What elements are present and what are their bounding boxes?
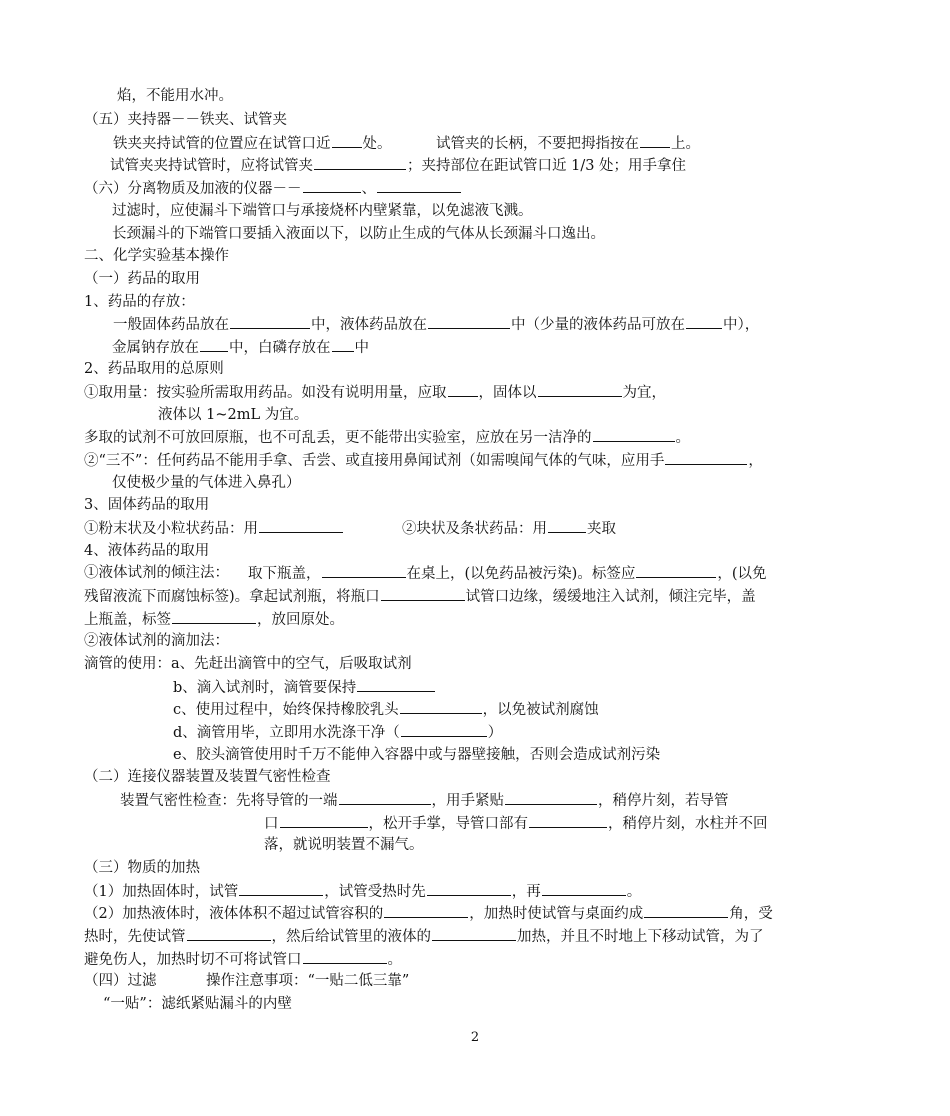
line-text: ，用手紧贴 (431, 793, 504, 809)
line-text: ②块状及条状药品：用 (402, 521, 547, 537)
text-line (112, 201, 533, 221)
text-line (248, 563, 767, 583)
text-line (158, 405, 308, 425)
line-text: “一贴”：滤纸紧贴漏斗的内壁 (103, 996, 292, 1012)
line-text: 避免伤人，加热时切不可将试管口 (84, 952, 302, 968)
blank[interactable] (542, 881, 626, 896)
line-text: 中，液体药品放在 (311, 317, 427, 333)
section-heading (84, 292, 195, 312)
text-line (84, 563, 229, 583)
blank[interactable] (172, 609, 256, 624)
text-line (113, 133, 392, 153)
blank[interactable] (303, 178, 361, 193)
line-text: ②液体试剂的滴加法： (84, 633, 229, 649)
blank[interactable] (259, 518, 343, 533)
blank[interactable] (538, 382, 622, 397)
blank[interactable] (548, 518, 586, 533)
text-line (84, 949, 402, 969)
line-text: ，再 (511, 884, 541, 900)
blank[interactable] (377, 178, 461, 193)
blank[interactable] (686, 314, 722, 329)
line-text: ，放回原处。 (257, 612, 344, 628)
line-text: 为宜， (622, 385, 666, 401)
line-text: ） (487, 725, 503, 741)
section-heading (84, 359, 224, 379)
blank[interactable] (187, 926, 271, 941)
section-heading (84, 541, 209, 561)
section-heading (84, 767, 331, 787)
line-text: 铁夹夹持试管的位置应在试管口近 (113, 136, 331, 152)
text-line (84, 654, 412, 674)
line-text: d、滴管用毕，立即用水洗涤干净（ (173, 725, 400, 741)
blank[interactable] (529, 813, 607, 828)
text-line (84, 926, 764, 946)
heading-text: （六）分离物质及加液的仪器－－ (84, 181, 302, 197)
line-text: ，稍停片刻，水柱并不回 (608, 816, 768, 832)
page-number: 2 (470, 1030, 480, 1045)
line-text: 。 (675, 430, 690, 446)
blank[interactable] (339, 790, 431, 805)
blank[interactable] (384, 903, 468, 918)
blank[interactable] (636, 563, 716, 578)
text-line (84, 586, 756, 606)
blank[interactable] (401, 722, 487, 737)
line-text: （1）加热固体时，试管 (84, 884, 239, 900)
line-text: 焰，不能用水冲。 (117, 88, 233, 104)
text-line (84, 382, 666, 402)
section-heading (84, 858, 200, 878)
line-text: 长颈漏斗的下端管口要插入液面以下，以防止生成的气体从长颈漏斗口逸出。 (112, 226, 605, 242)
line-text: 。 (387, 952, 402, 968)
line-text: （2）加热液体时，液体体积不超过试管容积的 (84, 906, 384, 922)
text-line (402, 518, 616, 538)
line-text: ，固体以 (478, 385, 537, 401)
blank[interactable] (230, 314, 310, 329)
line-text: 热时，先使试管 (84, 929, 186, 945)
section-heading (84, 246, 229, 266)
line-text: ；夹持部位在距试管口近 1/3 处；用手拿住 (407, 158, 687, 174)
line-text: 上瓶盖，标签 (84, 612, 171, 628)
blank[interactable] (239, 881, 323, 896)
line-text: 上。 (671, 136, 700, 152)
heading-text: 、 (361, 181, 376, 197)
line-text: 操作注意事项：“一贴二低三靠” (206, 973, 410, 989)
heading-text: （四）过滤 (84, 973, 157, 989)
line-text: 过滤时，应使漏斗下端管口与承接烧杯内壁紧靠，以免滤液飞溅。 (112, 203, 533, 219)
line-text: 试管夹的长柄，不要把拇指按在 (436, 136, 639, 152)
text-line (173, 677, 436, 697)
text-line (84, 903, 773, 923)
blank[interactable] (644, 903, 728, 918)
section-heading (84, 178, 462, 198)
text-line (120, 790, 729, 810)
line-text: 液体以 1~2mL 为宜。 (158, 407, 309, 423)
heading-text: 4、液体药品的取用 (84, 543, 210, 559)
line-text: 多取的试剂不可放回原瓶，也不可乱丢，更不能带出实验室，应放在另一洁净的 (84, 430, 592, 446)
blank[interactable] (593, 427, 675, 442)
text-line (113, 314, 759, 334)
blank[interactable] (427, 881, 511, 896)
text-line (264, 813, 768, 833)
blank[interactable] (357, 677, 435, 692)
line-text: c、使用过程中，始终保持橡胶乳头 (173, 702, 399, 718)
line-text: ，试管受热时先 (324, 884, 426, 900)
blank[interactable] (303, 949, 387, 964)
text-line (110, 155, 686, 175)
line-text: e、胶头滴管使用时千万不能伸入容器中或与器壁接触，否则会造成试剂污染 (173, 747, 661, 763)
text-line (84, 609, 344, 629)
blank[interactable] (428, 314, 510, 329)
line-text: 口 (264, 816, 279, 832)
heading-text: 1、药品的存放： (84, 294, 195, 310)
line-text: ①液体试剂的倾注法： (84, 565, 229, 581)
heading-text: 2、药品取用的总原则 (84, 361, 224, 377)
text-line (84, 631, 229, 651)
line-text: 夹取 (587, 521, 616, 537)
section-heading (84, 110, 287, 130)
blank[interactable] (432, 926, 516, 941)
line-text: ，(以免 (717, 566, 767, 582)
text-line (206, 971, 409, 991)
line-text: 一般固体药品放在 (113, 317, 229, 333)
line-text: 角，受 (729, 906, 773, 922)
heading-text: 3、固体药品的取用 (84, 497, 210, 513)
line-text: 试管夹夹持试管时，应将试管夹 (110, 158, 313, 174)
line-text: ①取用量：按实验所需取用药品。如没有说明用量，应取 (84, 385, 447, 401)
line-text: 。 (626, 884, 642, 900)
line-text: ，然后给试管里的液体的 (271, 929, 431, 945)
text-line (84, 450, 763, 470)
text-line (264, 835, 424, 855)
text-line (84, 427, 690, 447)
line-text: ，以免被试剂腐蚀 (482, 702, 599, 718)
text-line (84, 518, 344, 538)
heading-text: （二）连接仪器装置及装置气密性检查 (84, 769, 331, 785)
section-heading (84, 971, 157, 991)
line-text: 落，就说明装置不漏气。 (264, 837, 424, 853)
text-line (112, 473, 301, 493)
line-text: 加热，并且不时地上下移动试管，为了 (517, 929, 764, 945)
blank[interactable] (381, 586, 465, 601)
line-text: 残留液流下而腐蚀标签)。拿起试剂瓶，将瓶口 (84, 589, 380, 605)
blank[interactable] (280, 813, 368, 828)
heading-text: （五）夹持器－－铁夹、试管夹 (84, 112, 287, 128)
line-text: 取下瓶盖， (248, 566, 321, 582)
line-text: ①粉末状及小粒状药品：用 (84, 521, 258, 537)
blank[interactable] (314, 155, 406, 170)
line-text: ，稍停片刻，若导管 (598, 793, 729, 809)
section-heading (84, 269, 200, 289)
text-line (436, 133, 700, 153)
line-text: 在桌上，(以免药品被污染)。标签应 (406, 566, 636, 582)
text-line (103, 994, 292, 1014)
text-line (173, 722, 502, 742)
heading-text: （三）物质的加热 (84, 860, 200, 876)
line-text: 处。 (362, 136, 392, 152)
line-text: b、滴入试剂时，滴管要保持 (173, 680, 357, 696)
blank[interactable] (322, 563, 406, 578)
text-line (112, 337, 369, 357)
blank[interactable] (640, 133, 670, 148)
line-text: 试管口边缘，缓缓地注入试剂，倾注完毕，盖 (465, 589, 756, 605)
section-heading (84, 495, 209, 515)
heading-text: （一）药品的取用 (84, 271, 200, 287)
text-line (84, 881, 641, 901)
blank[interactable] (332, 337, 354, 352)
blank[interactable] (448, 382, 478, 397)
text-line (173, 699, 599, 719)
blank[interactable] (400, 699, 482, 714)
line-text: ， (748, 453, 763, 469)
line-text: 滴管的使用：a、先赶出滴管中的空气，后吸取试剂 (84, 656, 412, 672)
line-text: 中 (354, 340, 369, 356)
blank[interactable] (665, 450, 747, 465)
line-text: 中（少量的液体药品可放在 (511, 317, 685, 333)
line-text: ，松开手掌，导管口部有 (368, 816, 528, 832)
line-text: 金属钠存放在 (112, 340, 199, 356)
line-text: ，加热时使试管与桌面约成 (469, 906, 644, 922)
line-text: ②“三不”：任何药品不能用手拿、舌尝、或直接用鼻闻试剂（如需嗅闻气体的气味，应用手 (84, 453, 665, 469)
blank[interactable] (332, 133, 362, 148)
line-text: 装置气密性检查：先将导管的一端 (120, 793, 338, 809)
line-text: 仅使极少量的气体进入鼻孔） (112, 475, 301, 491)
blank[interactable] (200, 337, 228, 352)
blank[interactable] (505, 790, 597, 805)
text-line (117, 86, 233, 106)
line-text: 中，白磷存放在 (229, 340, 331, 356)
heading-text: 二、化学实验基本操作 (84, 248, 229, 264)
text-line (173, 745, 660, 765)
line-text: 中）， (723, 317, 760, 333)
text-line (112, 224, 605, 244)
